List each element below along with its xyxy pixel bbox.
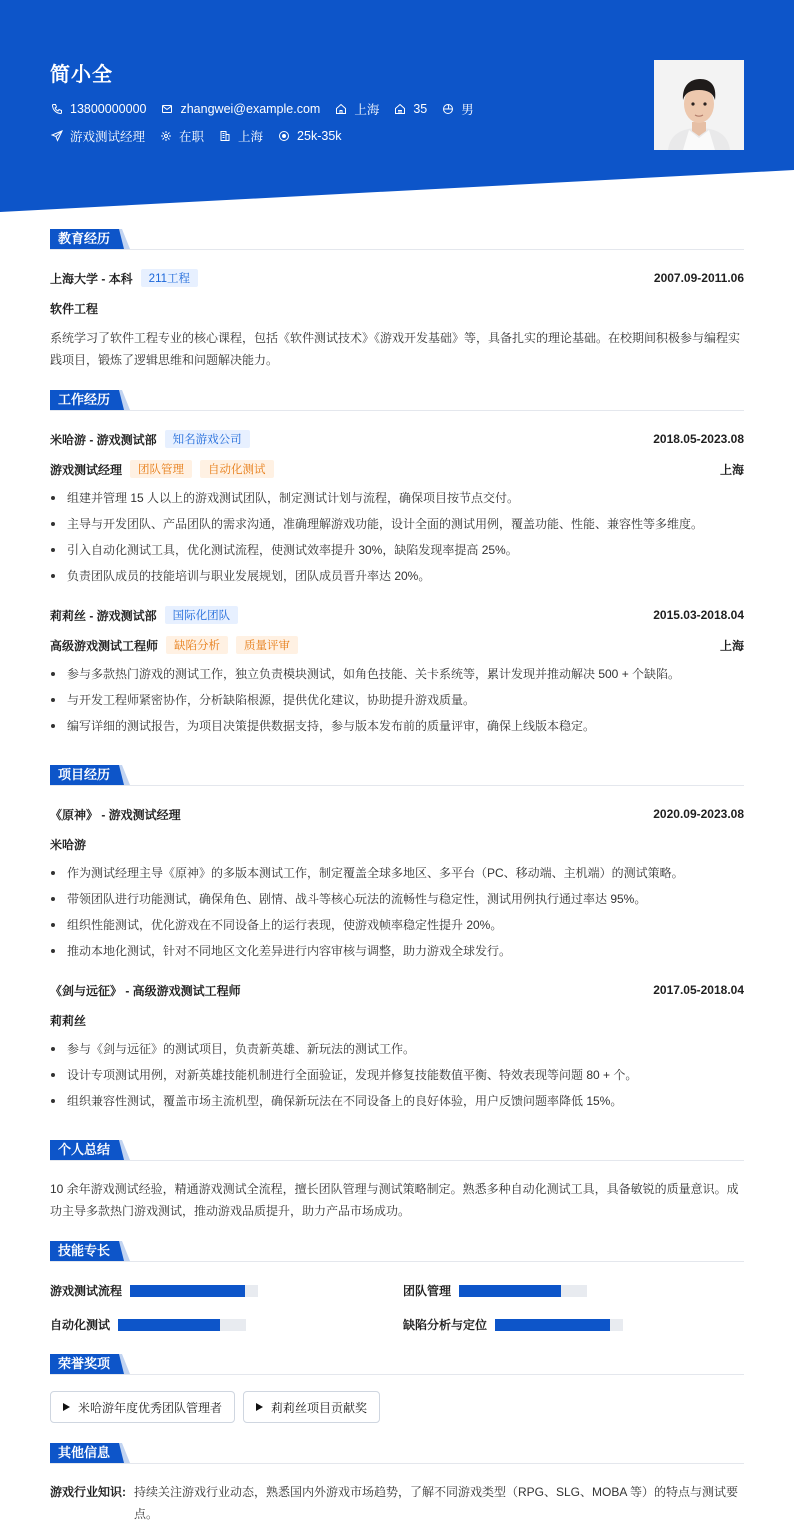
other-info-row [50,1481,744,1525]
list-item: 参与《剑与远征》的测试项目，负责新英雄、新玩法的测试工作。 [50,1036,744,1062]
skill-level-fill [495,1319,610,1331]
list-item: 与开发工程师紧密协作，分析缺陷根源，提供优化建议，协助提升游戏质量。 [50,687,744,713]
target-city-text: 上海 [238,130,264,144]
target-icon [277,129,291,143]
list-item: 组织兼容性测试，覆盖市场主流机型，确保新玩法在不同设备上的良好体验，用户反馈问题率降低 15%。 [50,1088,744,1114]
skill-level-fill [459,1285,561,1297]
job-role-row [50,459,744,479]
gender-text: 男 [461,103,474,117]
project-company-row [50,834,744,854]
section-other [50,1443,744,1463]
target-city-item [218,127,263,145]
section-title: 工作经历 [50,390,118,410]
other-value: 持续关注游戏行业动态，熟悉国内外游戏市场趋势，了解不同游戏类型（RPG、SLG、MOBA 等）的特点与测试要点。 [134,1485,739,1521]
skill-tag: 缺陷分析 [166,636,228,654]
project-name: 《原神》 - 游戏测试经理 [50,807,181,822]
project-header-row [50,980,744,1000]
list-item: 设计专项测试用例，对新英雄技能机制进行全面验证，发现并修复技能数值平衡、特效表现等问题 80 + 个。 [50,1062,744,1088]
list-item: 组织性能测试，优化游戏在不同设备上的运行表现，使游戏帧率稳定性提升 20%。 [50,912,744,938]
education-period: 2007.09-2011.06 [653,271,744,285]
job-header-row [50,605,744,625]
job-company: 米哈游 - 游戏测试部 [50,432,157,447]
project-period: 2020.09-2023.08 [653,807,744,821]
skill-bar [495,1319,623,1331]
phone-text: 13800000000 [70,102,147,116]
project-bullets [50,1036,744,1114]
section-skills [50,1241,744,1261]
job-role: 游戏测试经理 [50,462,123,477]
home-icon [334,102,348,116]
section-projects [50,765,744,785]
section-work [50,390,744,410]
job-bullets [50,661,744,739]
project-period: 2017.05-2018.04 [653,983,744,997]
send-icon [50,129,64,143]
job-period: 2018.05-2023.08 [653,432,744,446]
project-name: 《剑与远征》 - 高级游戏测试工程师 [50,983,241,998]
position-text: 游戏测试经理 [70,130,146,144]
education-row [50,268,744,288]
skill-item [50,1282,258,1299]
skill-item [403,1316,623,1333]
summary-text: 10 余年游戏测试经验，精通游戏测试全流程，擅长团队管理与测试策略制定。熟悉多种自动化测试工具，具备敏锐的质量意识。成功主导多款热门游戏测试，推动游戏品质提升，助力产品市场成功。 [50,1182,739,1218]
candidate-name: 简小全 [50,64,113,86]
skill-level-fill [130,1285,245,1297]
project-header-row [50,804,744,824]
skill-tag: 质量评审 [236,636,298,654]
email-item [160,102,320,116]
gear-icon [159,129,173,143]
company-tag: 国际化团队 [165,606,239,624]
job-intent-row [50,127,356,145]
project-bullets [50,860,744,964]
education-description: 系统学习了软件工程专业的核心课程，包括《软件测试技术》《游戏开发基础》等，具备扎实的理论基础。在校期间积极参与编程实践项目，锻炼了逻辑思维和问题解决能力。 [50,331,741,367]
skill-name: 游戏测试流程 [50,1284,123,1298]
skill-name: 自动化测试 [50,1318,111,1332]
honor-badge [243,1391,380,1423]
skill-tag: 自动化测试 [200,460,274,478]
section-title: 个人总结 [50,1140,118,1160]
section-title: 技能专长 [50,1241,118,1261]
section-title: 其他信息 [50,1443,118,1463]
email-text: zhangwei@example.com [180,102,321,116]
age-text: 35 [413,102,428,116]
section-title: 教育经历 [50,229,118,249]
job-location: 上海 [719,462,744,477]
list-item: 负责团队成员的技能培训与职业发展规划，团队成员晋升率达 20%。 [50,563,744,589]
city-item [334,100,379,118]
honor-text: 米哈游年度优秀团队管理者 [78,1400,223,1415]
play-icon [256,1403,263,1411]
project-company-row [50,1010,744,1030]
skill-tag: 团队管理 [130,460,192,478]
list-item: 编写详细的测试报告，为项目决策提供数据支持，参与版本发布前的质量评审，确保上线版本稳定。 [50,713,744,739]
skill-item [403,1282,587,1299]
section-honors [50,1354,744,1374]
job-bullets [50,485,744,589]
school-name: 上海大学 - 本科 [50,271,133,286]
salary-item [277,129,341,143]
city-text: 上海 [354,103,380,117]
project-company: 莉莉丝 [50,1013,87,1028]
job-location: 上海 [719,638,744,653]
school-tag: 211工程 [141,269,198,287]
mail-icon [160,102,174,116]
gender-item [441,100,474,118]
list-item: 作为测试经理主导《原神》的多版本测试工作，制定覆盖全球多地区、多平台（PC、移动端、主机端）的测试策略。 [50,860,744,886]
honor-badge [50,1391,235,1423]
honor-text: 莉莉丝项目贡献奖 [271,1400,368,1415]
calendar-icon [393,102,407,116]
salary-text: 25k-35k [297,129,342,143]
skill-name: 团队管理 [403,1284,452,1298]
contact-row [50,100,488,118]
list-item: 引入自动化测试工具，优化测试流程，使测试效率提升 30%，缺陷发现率提高 25%。 [50,537,744,563]
list-item: 带领团队进行功能测试，确保角色、剧情、战斗等核心玩法的流畅性与稳定性，测试用例执行通过率达 95%。 [50,886,744,912]
phone-icon [50,102,64,116]
job-company: 莉莉丝 - 游戏测试部 [50,608,157,623]
resume-header [0,0,794,212]
section-title: 项目经历 [50,765,118,785]
skill-bar [459,1285,587,1297]
list-item: 主导与开发团队、产品团队的需求沟通，准确理解游戏功能，设计全面的测试用例，覆盖功能、性能、兼容性等多维度。 [50,511,744,537]
other-key: 游戏行业知识: [50,1485,126,1499]
skill-level-fill [118,1319,220,1331]
position-item [50,127,145,145]
project-company: 米哈游 [50,837,87,852]
list-item: 参与多款热门游戏的测试工作，独立负责模块测试，如角色技能、关卡系统等，累计发现并推动解决 500 + 个缺陷。 [50,661,744,687]
avatar [654,60,744,150]
phone-item [50,102,146,116]
list-item: 推动本地化测试，针对不同地区文化差异进行内容审核与调整，助力游戏全球发行。 [50,938,744,964]
company-tag: 知名游戏公司 [165,430,250,448]
major-name: 软件工程 [50,301,99,316]
play-icon [63,1403,70,1411]
list-item: 组建并管理 15 人以上的游戏测试团队，制定测试计划与流程，确保项目按节点交付。 [50,485,744,511]
section-title: 荣誉奖项 [50,1354,118,1374]
section-summary [50,1140,744,1160]
job-role-row [50,635,744,655]
skill-bar [118,1319,246,1331]
job-header-row [50,429,744,449]
user-icon [441,102,455,116]
job-role: 高级游戏测试工程师 [50,638,159,653]
section-education [50,229,744,249]
status-text: 在职 [179,130,205,144]
skill-name: 缺陷分析与定位 [403,1318,488,1332]
skill-item [50,1316,246,1333]
major-row [50,298,744,318]
skill-bar [130,1285,258,1297]
age-item [393,102,427,116]
job-period: 2015.03-2018.04 [653,608,744,622]
status-item [159,127,204,145]
building-icon [218,129,232,143]
